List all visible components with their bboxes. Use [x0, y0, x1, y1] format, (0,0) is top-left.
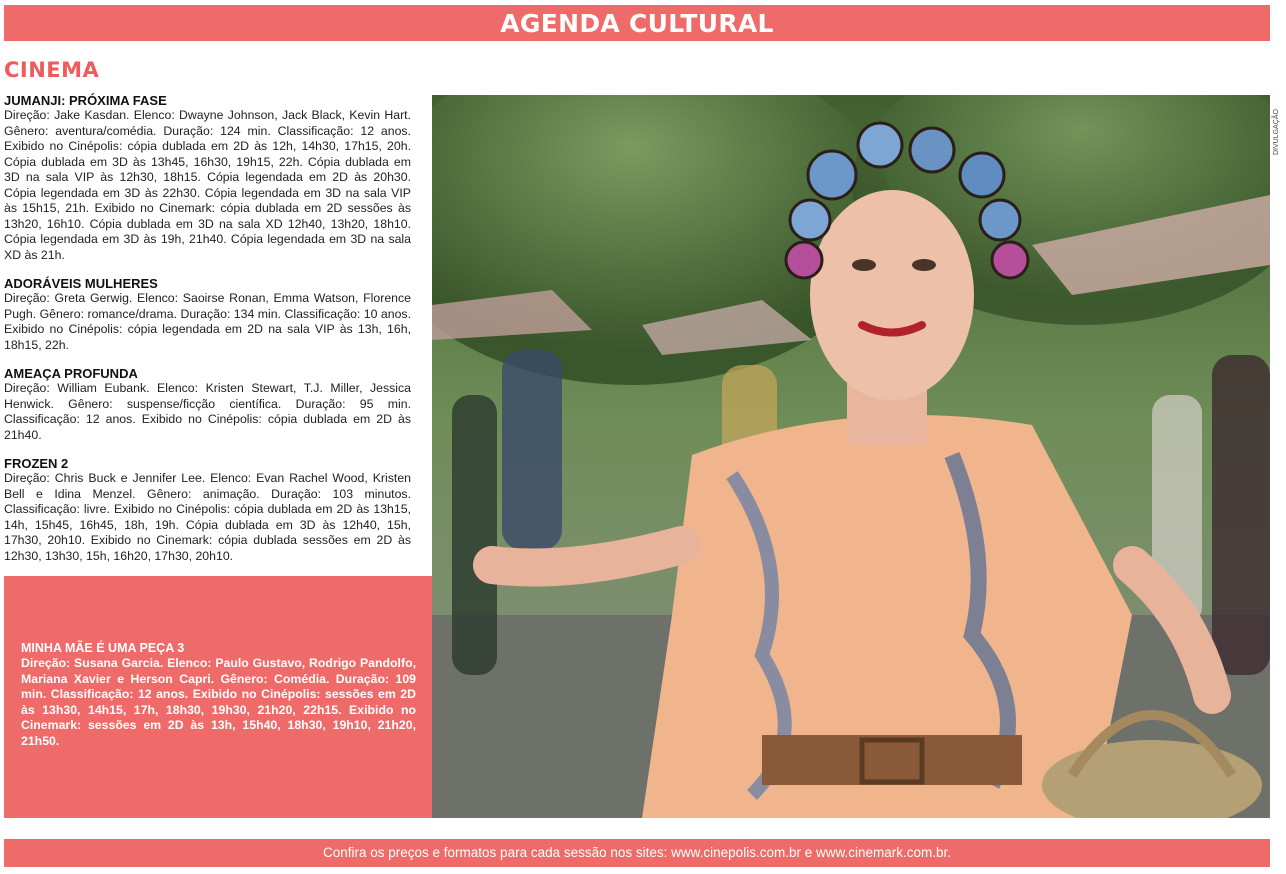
photo-credit: DIVULGAÇÃO	[1273, 109, 1280, 155]
page-footer	[4, 839, 1270, 867]
movie-title: AMEAÇA PROFUNDA	[4, 366, 138, 381]
section-title: CINEMA	[4, 58, 100, 82]
movie-description: Direção: Greta Gerwig. Elenco: Saoirse Ronan, Emma Watson, Florence Pugh. Gênero: romance/drama. Duração: 134 min. Classificação: 10 anos. Exibido no Cinépolis: cópia legendada em 2D na sala VIP às 13h, 16h, 18h15, 22h.	[4, 291, 411, 352]
footer-text: Confira os preços e formatos para cada sessão nos sites: www.cinepolis.com.br e www.cinemark.com.br.	[322, 845, 951, 860]
page-banner	[4, 5, 1270, 41]
featured-movie-title: MINHA MÃE É UMA PEÇA 3	[21, 641, 185, 655]
movie-description: Direção: Jake Kasdan. Elenco: Dwayne Johnson, Jack Black, Kevin Hart. Gênero: aventura/comédia. Duração: 124 min. Classificação: 12 anos. Exibido no Cinépolis: cópia dublada em 2D às 12h, 14h30, 17h15, 20h. Cópia dublada em 3D às 13h45, 16h30, 19h15, 22h. Cópia dublada em 3D na sala VIP às 12h30, 18h15. Cópia legendada em 2D às 20h30. Cópia legendada em 3D às 22h30. Cópia legendada em 3D na sala VIP às 15h15, 21h. Exibido no Cinemark: cópia dublada em 2D sessões às 13h20, 16h10. Cópia dublada em 3D na sala XD 12h40, 13h20, 18h10. Cópia legendada em 3D às 19h, 21h40. Cópia legendada em 3D na sala XD às 21h.	[4, 108, 411, 262]
movie-title: FROZEN 2	[4, 456, 69, 471]
movie-still-photo	[432, 95, 1270, 818]
movie-list	[4, 93, 411, 577]
movie-entry	[4, 276, 411, 353]
movie-description: Direção: William Eubank. Elenco: Kristen Stewart, T.J. Miller, Jessica Henwick. Gênero: suspense/ficção científica. Duração: 95 min. Classificação: 12 anos. Exibido no Cinépolis: cópia dublada em 2D às 21h40.	[4, 381, 411, 442]
featured-movie-description: Direção: Susana Garcia. Elenco: Paulo Gustavo, Rodrigo Pandolfo, Mariana Xavier e Herson Capri. Gênero: Comédia. Duração: 109 min. Classificação: 12 anos. Exibido no Cinépolis: sessões em 2D às 13h30, 14h15, 17h, 18h30, 19h30, 21h20, 22h15. Exibido no Cinemark: sessões em 2D às 13h, 15h40, 18h30, 19h10, 21h20, 21h50.	[21, 656, 416, 748]
movie-description: Direção: Chris Buck e Jennifer Lee. Elenco: Evan Rachel Wood, Kristen Bell e Idina Menzel. Gênero: animação. Duração: 103 minutos. Classificação: livre. Exibido no Cinépolis: cópia dublada em 2D às 13h15, 14h, 15h45, 16h45, 18h, 19h. Cópia dublada em 3D às 12h40, 15h, 17h30, 20h10. Exibido no Cinemark: cópia dublada sessões em 2D às 12h30, 13h30, 15h, 16h20, 17h30, 20h10.	[4, 471, 411, 563]
featured-movie-box	[4, 576, 432, 818]
movie-title: JUMANJI: PRÓXIMA FASE	[4, 93, 167, 108]
movie-entry	[4, 366, 411, 443]
banner-title: AGENDA CULTURAL	[500, 9, 774, 38]
movie-entry	[4, 456, 411, 564]
movie-entry	[4, 93, 411, 263]
movie-title: ADORÁVEIS MULHERES	[4, 276, 158, 291]
